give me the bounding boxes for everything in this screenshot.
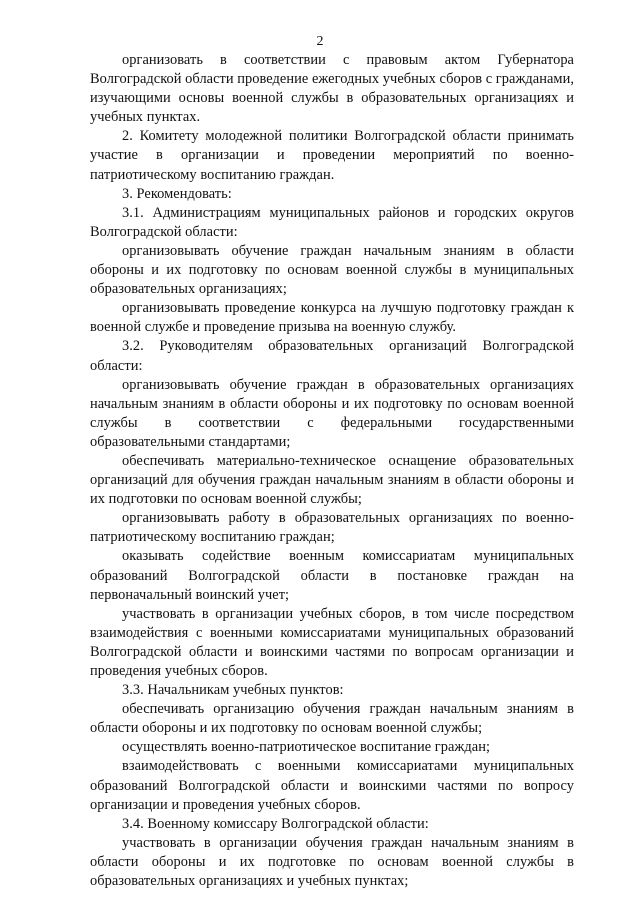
document-body	[90, 51, 574, 891]
paragraph: участвовать в организации учебных сборов, в том числе посредством взаимодействия с военными комиссариатами муниципальных образований Волгоградской области и воинскими частями по вопросам организации и проведения учебных сборов.	[90, 605, 574, 679]
paragraph: 3.1. Администрациям муниципальных районов и городских округов Волгоградской области:	[90, 204, 574, 240]
paragraph: участвовать в организации обучения граждан начальным знаниям в области обороны и их подготовке по основам военной службы в образовательных организациях и учебных пунктах;	[90, 834, 574, 890]
paragraph: 2. Комитету молодежной политики Волгоградской области принимать участие в организации и проведении мероприятий по военно-патриотическому воспитанию граждан.	[90, 128, 574, 183]
paragraph: организовывать работу в образовательных организациях по военно-патриотическому воспитанию граждан;	[90, 510, 574, 546]
paragraph: оказывать содействие военным комиссариатам муниципальных образований Волгоградской области в постановке граждан на первоначальный воинский учет;	[90, 548, 574, 603]
paragraph: обеспечивать материально-техническое оснащение образовательных организаций для обучения граждан начальным знаниям в области обороны и их подготовки по основам военной службы;	[90, 452, 574, 508]
paragraph: организовывать обучение граждан начальным знаниям в области обороны и их подготовку по основам военной службы в муниципальных образовательных организациях;	[90, 242, 574, 298]
paragraph: взаимодействовать с военными комиссариатами муниципальных образований Волгоградской области и воинскими частями по вопросу организации и проведения учебных сборов.	[90, 758, 574, 813]
page-number: 2	[316, 34, 324, 49]
paragraph: обеспечивать организацию обучения граждан начальным знаниям в области обороны и их подготовку по основам военной службы;	[90, 701, 574, 737]
paragraph: осуществлять военно-патриотическое воспитание граждан;	[122, 739, 491, 756]
paragraph: организовать в соответствии с правовым актом Губернатора Волгоградской области проведение ежегодных учебных сборов с гражданами, изучающими основы военной службы в образовательных организациях и учебных пунктах.	[90, 52, 574, 126]
paragraph: организовывать обучение граждан в образовательных организациях начальным знаниям в области обороны и их подготовку по основам военной службы в соответствии с федеральными государственными образовательными стандартами;	[90, 376, 574, 450]
paragraph: организовывать проведение конкурса на лучшую подготовку граждан к военной службе и проведение призыва на военную службу.	[90, 300, 574, 336]
paragraph: 3.4. Военному комиссару Волгоградской области:	[122, 815, 429, 832]
paragraph: 3.3. Начальникам учебных пунктов:	[122, 682, 344, 699]
paragraph: 3.2. Руководителям образовательных организаций Волгоградской области:	[90, 338, 574, 374]
paragraph: 3. Рекомендовать:	[122, 185, 232, 202]
